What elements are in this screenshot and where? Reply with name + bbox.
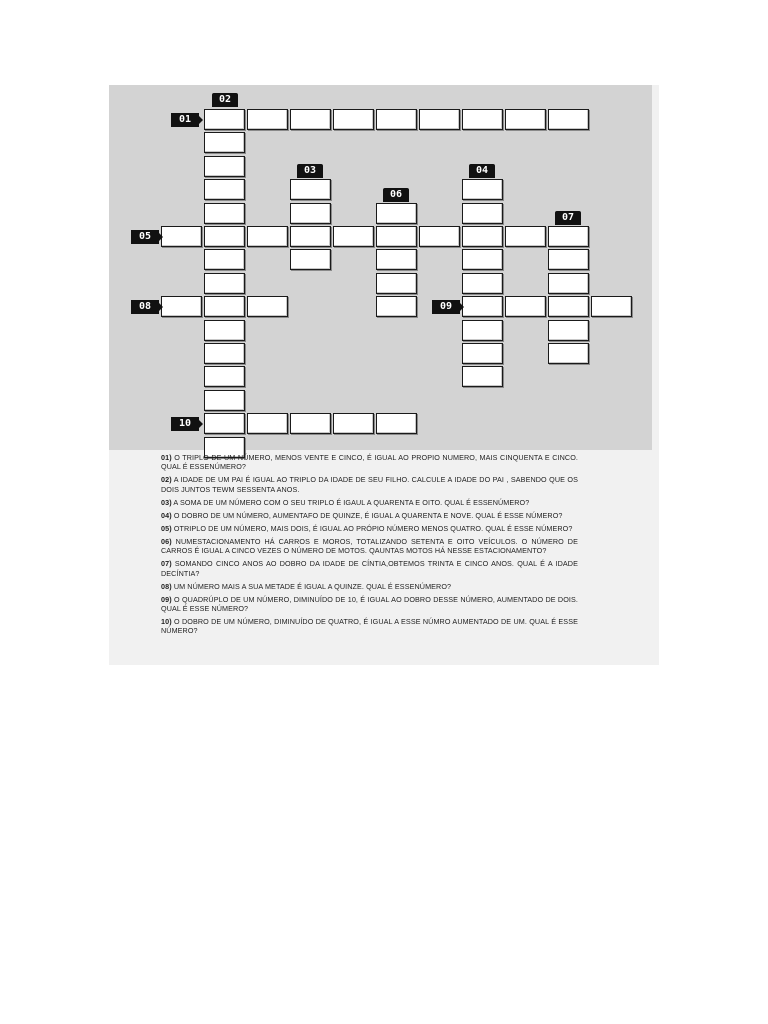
- crossword-cell[interactable]: [548, 343, 589, 364]
- clue-item: [161, 595, 578, 614]
- crossword-cell[interactable]: [548, 273, 589, 294]
- clue-number: 09): [161, 594, 172, 604]
- clue-number-label-02: 02: [212, 93, 238, 107]
- worksheet: [109, 85, 659, 665]
- crossword-cell[interactable]: [290, 203, 331, 224]
- clue-item: [161, 475, 578, 494]
- crossword-cell[interactable]: [204, 390, 245, 411]
- crossword-cell[interactable]: [419, 226, 460, 247]
- crossword-cell[interactable]: [462, 296, 503, 317]
- crossword-cell[interactable]: [591, 296, 632, 317]
- crossword-cell[interactable]: [333, 109, 374, 130]
- clue-number-label-07: 07: [555, 211, 581, 225]
- clue-item: [161, 453, 578, 472]
- crossword-cell[interactable]: [161, 226, 202, 247]
- crossword-cell[interactable]: [376, 109, 417, 130]
- crossword-cell[interactable]: [290, 226, 331, 247]
- clue-number-label-05: 05: [131, 230, 159, 244]
- crossword-cell[interactable]: [462, 226, 503, 247]
- clue-number-label-06: 06: [383, 188, 409, 202]
- clue-text: A SOMA DE UM NÚMERO COM O SEU TRIPLO É IGAUL A QUARENTA E OITO. QUAL É ESSENÚMERO?: [173, 497, 530, 507]
- clue-number: 04): [161, 510, 172, 520]
- clue-text: O QUADRÚPLO DE UM NÚMERO, DIMINUÍDO DE 10, É IGUAL AO DOBRO DESSE NÚMERO, AUMENTADO DE DOIS. QUAL É ESSE NÚMERO?: [161, 594, 578, 614]
- clue-number-label-09: 09: [432, 300, 460, 314]
- crossword-cell[interactable]: [204, 109, 245, 130]
- clue-item: [161, 582, 578, 591]
- clue-number-label-03: 03: [297, 164, 323, 178]
- crossword-cell[interactable]: [290, 109, 331, 130]
- crossword-cell[interactable]: [462, 320, 503, 341]
- clue-number: 02): [161, 475, 172, 485]
- crossword-cell[interactable]: [548, 109, 589, 130]
- crossword-cell[interactable]: [548, 226, 589, 247]
- clue-number: 08): [161, 581, 172, 591]
- crossword-cell[interactable]: [462, 366, 503, 387]
- crossword-cell[interactable]: [376, 203, 417, 224]
- clue-number: 03): [161, 497, 172, 507]
- clue-number-label-08: 08: [131, 300, 159, 314]
- crossword-cell[interactable]: [247, 226, 288, 247]
- clue-text: NUMESTACIONAMENTO HÁ CARROS E MOROS, TOTALIZANDO SETENTA E OITO VEÍCULOS. O NÚMERO DE CARROS É IGUAL A CINCO VEZES O NÚMERO DE MOTOS. QAUNTAS MOTOS HÁ NESSE ESTACIONAMENTO?: [161, 536, 578, 556]
- crossword-cell[interactable]: [204, 320, 245, 341]
- clue-text: O TRIPLO DE UM NÚMERO, MENOS VENTE E CINCO, É IGUAL AO PROPIO NUMERO, MAIS CINQUENTA E CINCO. QUAL É ESSENÚMERO?: [161, 453, 578, 472]
- crossword-cell[interactable]: [204, 203, 245, 224]
- clue-item: [161, 537, 578, 556]
- clue-item: [161, 617, 578, 636]
- crossword-cell[interactable]: [462, 249, 503, 270]
- crossword-cell[interactable]: [204, 226, 245, 247]
- clue-text: UM NÚMERO MAIS A SUA METADE É IGUAL A QUINZE. QUAL É ESSENÚMERO?: [173, 581, 452, 591]
- clue-item: [161, 559, 578, 578]
- clue-number-label-10: 10: [171, 417, 199, 431]
- crossword-cell[interactable]: [290, 249, 331, 270]
- crossword-cell[interactable]: [548, 320, 589, 341]
- clue-number: 06): [161, 536, 172, 546]
- clue-number: 07): [161, 559, 172, 569]
- clue-text: SOMANDO CINCO ANOS AO DOBRO DA IDADE DE CÍNTIA,OBTEMOS TRINTA E CINCO ANOS. QUAL É A IDADE DECÍNTIA?: [161, 559, 578, 578]
- crossword-cell[interactable]: [204, 366, 245, 387]
- crossword-cell[interactable]: [161, 296, 202, 317]
- crossword-cell[interactable]: [376, 249, 417, 270]
- crossword-cell[interactable]: [505, 296, 546, 317]
- clue-number: 01): [161, 453, 172, 462]
- crossword-cell[interactable]: [505, 226, 546, 247]
- crossword-cell[interactable]: [204, 156, 245, 177]
- crossword-cell[interactable]: [376, 296, 417, 317]
- crossword-cell[interactable]: [247, 413, 288, 434]
- clue-number: 10): [161, 617, 172, 627]
- crossword-cell[interactable]: [204, 413, 245, 434]
- clue-number: 05): [161, 523, 172, 533]
- crossword-cell[interactable]: [204, 296, 245, 317]
- clue-text: A IDADE DE UM PAI É IGUAL AO TRIPLO DA IDADE DE SEU FILHO. CALCULE A IDADE DO PAI , SABENDO QUE OS DOIS JUNTOS TEWM SESSENTA ANOS.: [161, 475, 578, 494]
- crossword-cell[interactable]: [419, 109, 460, 130]
- crossword-cell[interactable]: [204, 343, 245, 364]
- crossword-grid: [109, 85, 652, 450]
- crossword-cell[interactable]: [290, 413, 331, 434]
- crossword-cell[interactable]: [462, 343, 503, 364]
- crossword-cell[interactable]: [462, 273, 503, 294]
- clue-text: O DOBRO DE UM NÚMERO, DIMINUÍDO DE QUATRO, É IGUAL A ESSE NÚMRO AUMENTADO DE UM. QUAL É ESSE NÚMERO?: [161, 617, 578, 636]
- crossword-cell[interactable]: [462, 179, 503, 200]
- crossword-cell[interactable]: [376, 226, 417, 247]
- clue-item: [161, 524, 578, 533]
- clue-item: [161, 498, 578, 507]
- crossword-cell[interactable]: [462, 203, 503, 224]
- crossword-cell[interactable]: [290, 179, 331, 200]
- crossword-cell[interactable]: [376, 413, 417, 434]
- crossword-cell[interactable]: [462, 109, 503, 130]
- clue-number-label-01: 01: [171, 113, 199, 127]
- clue-text: OTRIPLO DE UM NÚMERO, MAIS DOIS, É IGUAL AO PRÓPIO NÚMERO MENOS QUATRO. QUAL É ESSE NÚMERO?: [173, 523, 573, 533]
- crossword-cell[interactable]: [505, 109, 546, 130]
- crossword-cell[interactable]: [204, 132, 245, 153]
- clue-item: [161, 511, 578, 520]
- crossword-cell[interactable]: [204, 179, 245, 200]
- crossword-cell[interactable]: [376, 273, 417, 294]
- clue-list: [161, 453, 578, 639]
- crossword-cell[interactable]: [247, 296, 288, 317]
- clue-number-label-04: 04: [469, 164, 495, 178]
- crossword-cell[interactable]: [548, 296, 589, 317]
- crossword-cell[interactable]: [333, 226, 374, 247]
- clue-text: O DOBRO DE UM NÚMERO, AUMENTAFO DE QUINZE, É IGUAL A QUARENTA E NOVE. QUAL É ESSE NÚMERO?: [173, 510, 563, 520]
- crossword-cell[interactable]: [333, 413, 374, 434]
- crossword-cell[interactable]: [204, 249, 245, 270]
- crossword-cell[interactable]: [204, 273, 245, 294]
- crossword-cell[interactable]: [548, 249, 589, 270]
- crossword-cell[interactable]: [247, 109, 288, 130]
